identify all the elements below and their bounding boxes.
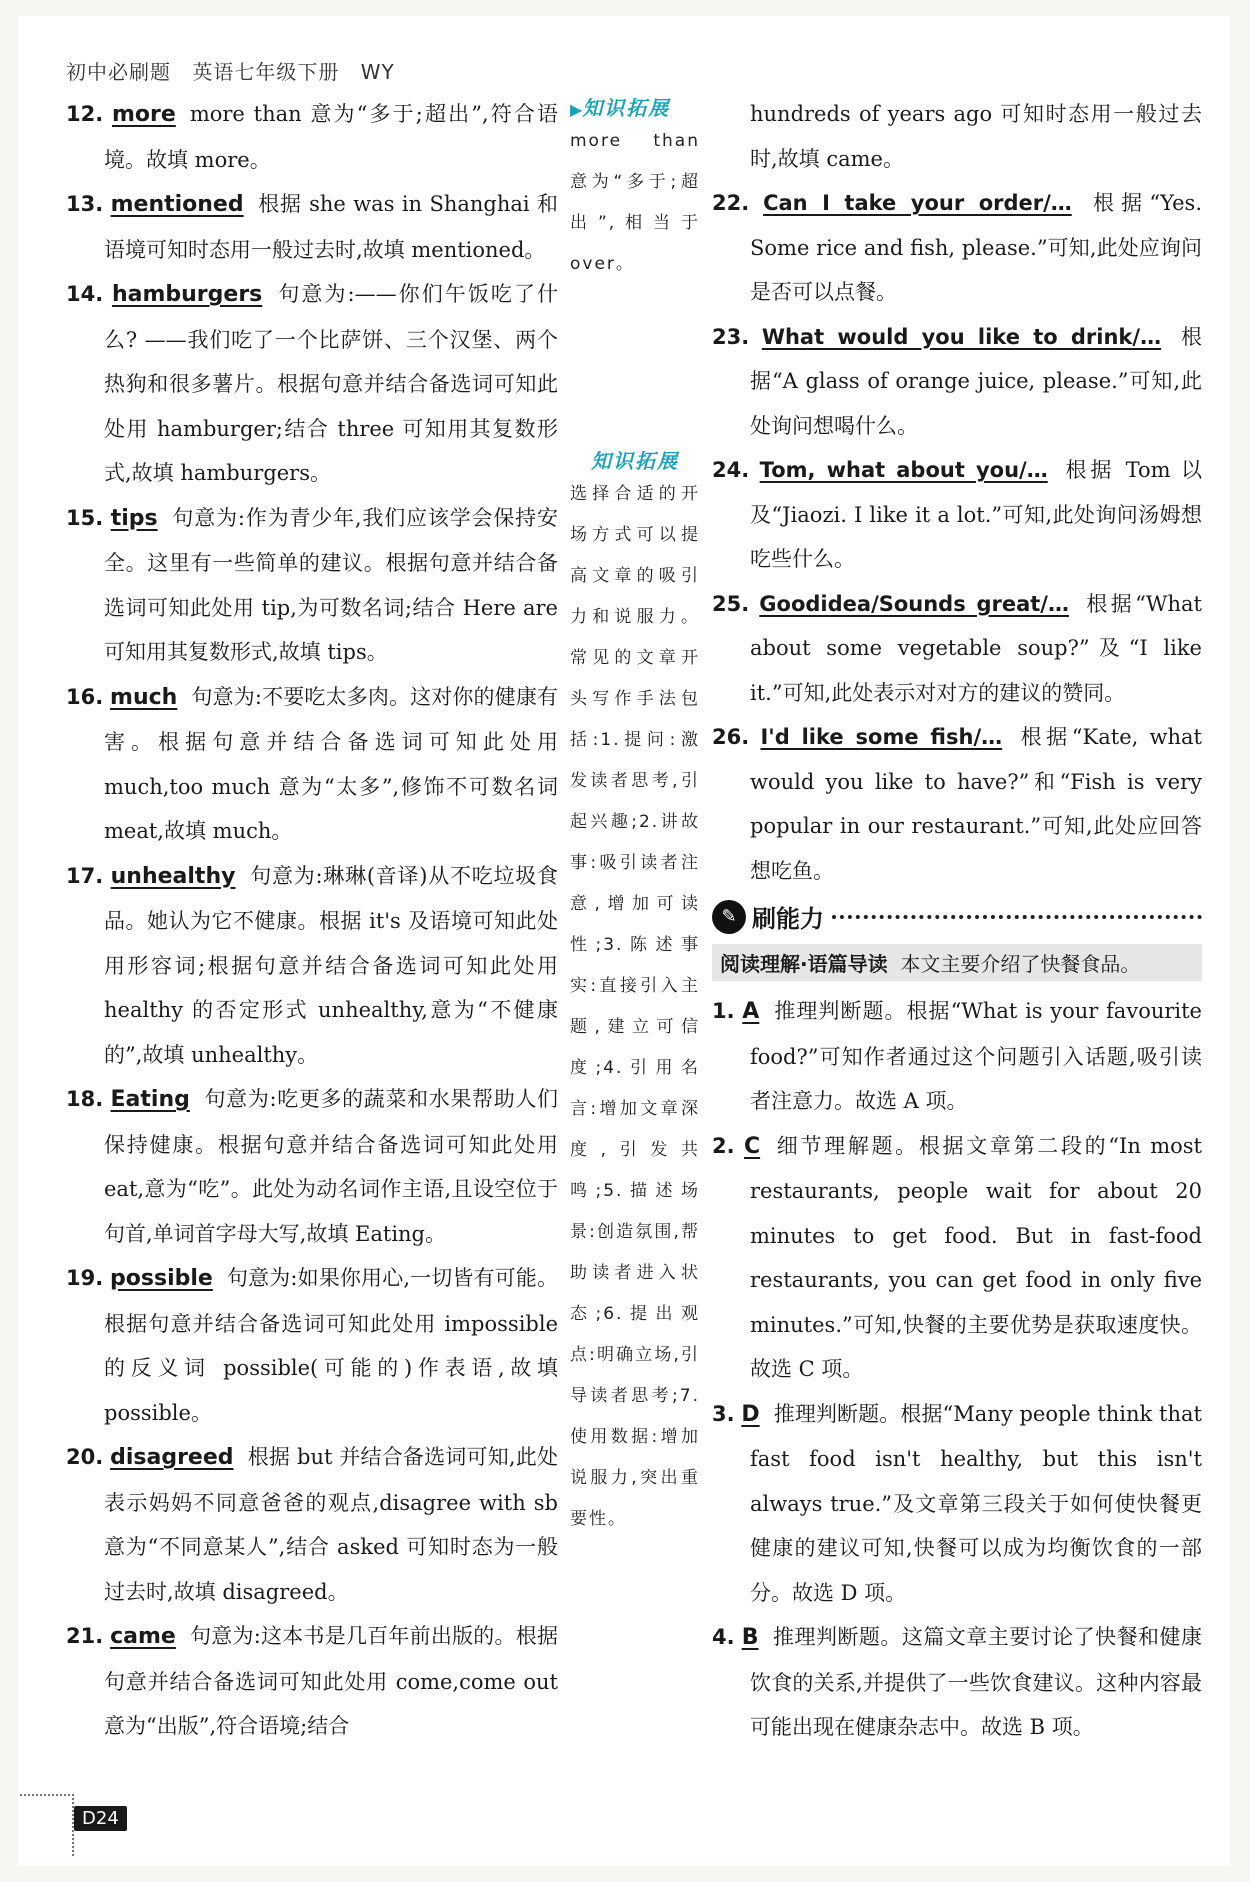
header-book: 英语七年级下册 — [192, 60, 340, 84]
answer-key: Eating — [110, 1087, 190, 1112]
reading-item-1: 1. A 推理判断题。根据“What is your favourite food?”可知作者通过这个问题引入话题,吸引读者注意力。故选 A 项。 — [712, 999, 1202, 1113]
left-column — [66, 92, 558, 1749]
answer-key: Can I take your order/… — [763, 191, 1072, 215]
side-notes-column — [570, 92, 700, 1540]
explanation: 句意为:吃更多的蔬菜和水果帮助人们保持健康。根据句意并结合备选词可知此处用 eat,意为“吃”。此处为动名词作主语,且设空位于句首,单词首字母大写,故填 Eating。 — [104, 1087, 558, 1246]
answer-key: much — [110, 684, 178, 710]
explanation: 根据“A glass of orange juice, please.”可知,此处询问想喝什么。 — [750, 324, 1203, 438]
explanation: 句意为:如果你用心,一切皆有可能。根据句意并结合备选词可知此处用 impossible 的反义词 possible(可能的)作表语,故填 possible。 — [104, 1266, 558, 1425]
explanation: more than 意为“多于;超出”,符合语境。故填 more。 — [104, 102, 558, 172]
explanation: 句意为:作为青少年,我们应该学会保持安全。这里有一些简单的建议。根据句意并结合备选词可知此处用 tip,为可数名词;结合 Here are 可知用其复数形式,故填 tips。 — [104, 505, 558, 664]
explanation: 句意为:——你们午饭吃了什么? ——我们吃了一个比萨饼、三个汉堡、两个热狗和很多薯片。根据句意并结合备选词可知此处用 hamburger;结合 three 可知用其复数形式,故填 hamburgers。 — [104, 282, 558, 485]
answer-key: I'd like some fish/… — [760, 725, 1003, 749]
section-badge: ✎ 刷能力 — [712, 899, 824, 934]
reading-item-4: 4. B 推理判断题。这篇文章主要讨论了快餐和健康饮食的关系,并提供了一些饮食建议。这种内容最可能出现在健康杂志中。故选 B 项。 — [712, 1625, 1202, 1739]
answer-key: disagreed — [110, 1445, 234, 1470]
brush-icon: ✎ — [712, 900, 746, 934]
answer-item-17: 17. unhealthy 句意为:琳琳(音译)从不吃垃圾食品。她认为它不健康。根据 it's 及语境可知此处用形容词;根据句意并结合备选词可知此处用 healthy 的否定形式 unhealthy,意为“不健康的”,故填 unhealthy。 — [66, 863, 558, 1067]
answer-item-21: 21. came 句意为:这本书是几百年前出版的。根据句意并结合备选词可知此处用 come,come out 意为“出版”,符合语境;结合 — [66, 1624, 558, 1738]
section-heading — [712, 899, 1202, 934]
side-note-title: 知识拓展 — [582, 96, 671, 120]
answer-item-22: 22. Can I take your order/… 根据“Yes. Some rice and fish, please.”可知,此处应询问是否可以点餐。 — [712, 191, 1202, 304]
side-note-title: 知识拓展 — [591, 449, 679, 473]
side-note-1 — [570, 92, 700, 285]
arrow-icon: ▶ — [570, 100, 583, 119]
explanation: 根据“Kate, what would you like to have?”和“Fish is very popular in our restaurant.”可知,此处应回答想吃鱼。 — [750, 725, 1202, 883]
explanation: 句意为:这本书是几百年前出版的。根据句意并结合备选词可知此处用 come,come out 意为“出版”,符合语境;结合 — [104, 1624, 558, 1738]
answer-key: more — [112, 102, 176, 127]
answer-key: Goodidea/Sounds great/… — [759, 591, 1069, 616]
guide-text: 本文主要介绍了快餐食品。 — [900, 952, 1141, 976]
answer-key: C — [743, 1133, 761, 1159]
answer-key: unhealthy — [110, 863, 236, 889]
page-header — [66, 56, 409, 85]
answer-item-15: 15. tips 句意为:作为青少年,我们应该学会保持安全。这里有一些简单的建议。根据句意并结合备选词可知此处用 tip,为可数名词;结合 Here are 可知用其复数形式,故填 tips。 — [66, 505, 558, 664]
answer-key: B — [741, 1625, 759, 1650]
explanation: 根据“What about some vegetable soup?”及“I like it.”可知,此处表示对对方的建议的赞同。 — [750, 591, 1202, 705]
answer-key: came — [110, 1624, 176, 1649]
answer-item-26: 26. I'd like some fish/… 根据“Kate, what would you like to have?”和“Fish is very popular in our restaurant.”可知,此处应回答想吃鱼。 — [712, 725, 1202, 883]
explanation: 推理判断题。这篇文章主要讨论了快餐和健康饮食的关系,并提供了一些饮食建议。这种内容最可能出现在健康杂志中。故选 B 项。 — [750, 1625, 1202, 1739]
explanation: 根据 she was in Shanghai 和语境可知时态用一般过去时,故填 mentioned。 — [104, 192, 558, 262]
answer-item-19: 19. possible 句意为:如果你用心,一切皆有可能。根据句意并结合备选词可知此处用 impossible 的反义词 possible(可能的)作表语,故填 possible。 — [66, 1266, 558, 1425]
answer-item-18: 18. Eating 句意为:吃更多的蔬菜和水果帮助人们保持健康。根据句意并结合备选词可知此处用 eat,意为“吃”。此处为动名词作主语,且设空位于句首,单词首字母大写,故填 Eating。 — [66, 1087, 558, 1246]
answer-item-14: 14. hamburgers 句意为:——你们午饭吃了什么? ——我们吃了一个比萨饼、三个汉堡、两个热狗和很多薯片。根据句意并结合备选词可知此处用 hamburger;结合 three 可知用其复数形式,故填 hamburgers。 — [66, 282, 558, 485]
answer-item-25: 25. Goodidea/Sounds great/… 根据“What about some vegetable soup?”及“I like it.”可知,此处表示对对方的建议的赞同。 — [712, 591, 1202, 705]
answer-key: tips — [110, 505, 158, 531]
side-note-2 — [570, 445, 700, 1540]
answer-item-20: 20. disagreed 根据 but 并结合备选词可知,此处表示妈妈不同意爸爸的观点,disagree with sb 意为“不同意某人”,结合 asked 可知时态为一般过去时,故填 disagreed。 — [66, 1445, 558, 1604]
answer-item-24: 24. Tom, what about you/… 根据 Tom 以及“Jiaozi. I like it a lot.”可知,此处询问汤姆想吃些什么。 — [712, 458, 1202, 571]
answer-key: mentioned — [110, 192, 244, 217]
dotted-divider — [832, 915, 1202, 919]
answer-item-12: 12. more more than 意为“多于;超出”,符合语境。故填 more。 — [66, 102, 558, 172]
answer-key: D — [741, 1401, 760, 1427]
answer-key: hamburgers — [111, 282, 263, 307]
explanation: 根据“Yes. Some rice and fish, please.”可知,此处应询问是否可以点餐。 — [750, 191, 1202, 304]
answer-key: What would you like to drink/… — [761, 324, 1162, 349]
explanation: 根据 Tom 以及“Jiaozi. I like it a lot.”可知,此处询问汤姆想吃些什么。 — [750, 458, 1202, 571]
answer-key: A — [742, 999, 760, 1024]
explanation: 推理判断题。根据“Many people think that fast food isn't healthy, but this isn't always true.”及文章第三段关于如何使快餐更健康的建议可知,快餐可以成为均衡饮食的一部分。故选 D 项。 — [750, 1401, 1202, 1605]
reading-guide-bar — [712, 944, 1202, 981]
side-note-text: 选择合适的开场方式可以提高文章的吸引力和说服力。常见的文章开头写作手法包括:1.提问:激发读者思考,引起兴趣;2.讲故事:吸引读者注意,增加可读性;3.陈述事实:直接引入主题,建立可信度;4.引用名言:增加文章深度,引发共鸣;5.描述场景:创造氛围,帮助读者进入状态;6.提出观点:明确立场,引导读者思考;7.使用数据:增加说服力,突出重要性。 — [570, 484, 700, 1529]
header-series: 初中必刷题 — [66, 60, 171, 84]
answer-item-16: 16. much 句意为:不要吃太多肉。这对你的健康有害。根据句意并结合备选词可知此处用 much,too much 意为“太多”,修饰不可数名词 meat,故填 much。 — [66, 684, 558, 843]
explanation: 推理判断题。根据“What is your favourite food?”可知作者通过这个问题引入话题,吸引读者注意力。故选 A 项。 — [750, 999, 1202, 1113]
reading-item-2: 2. C 细节理解题。根据文章第二段的“In most restaurants, people wait for about 20 minutes to get food. But in fast-food restaurants, you can get food in only five minutes.”可知,快餐的主要优势是获取速度快。故选 C 项。 — [712, 1133, 1202, 1381]
header-edition: WY — [360, 60, 395, 84]
answer-key: Tom, what about you/… — [759, 458, 1048, 482]
answer-key: possible — [110, 1266, 213, 1291]
footer-dotted-corner — [20, 1794, 74, 1856]
explanation: 根据 but 并结合备选词可知,此处表示妈妈不同意爸爸的观点,disagree with sb 意为“不同意某人”,结合 asked 可知时态为一般过去时,故填 disagreed。 — [104, 1445, 558, 1604]
answer-item-23: 23. What would you like to drink/… 根据“A glass of orange juice, please.”可知,此处询问想喝什么。 — [712, 324, 1203, 438]
page-number: D24 — [74, 1806, 127, 1831]
answer-item-13: 13. mentioned 根据 she was in Shanghai 和语境可知时态用一般过去时,故填 mentioned。 — [66, 192, 558, 262]
explanation: 句意为:琳琳(音译)从不吃垃圾食品。她认为它不健康。根据 it's 及语境可知此处用形容词;根据句意并结合备选词可知此处用 healthy 的否定形式 unhealthy,意为“不健康的”,故填 unhealthy。 — [104, 863, 558, 1067]
continued-text: hundreds of years ago 可知时态用一般过去时,故填 came。 — [750, 102, 1202, 171]
explanation: 句意为:不要吃太多肉。这对你的健康有害。根据句意并结合备选词可知此处用 much,too much 意为“太多”,修饰不可数名词 meat,故填 much。 — [104, 684, 558, 843]
right-column — [712, 92, 1202, 1750]
reading-item-3: 3. D 推理判断题。根据“Many people think that fast food isn't healthy, but this isn't always true.”及文章第三段关于如何使快餐更健康的建议可知,快餐可以成为均衡饮食的一部分。故选 D 项。 — [712, 1401, 1202, 1605]
guide-label: 阅读理解·语篇导读 — [720, 952, 888, 976]
side-note-text: more than 意为“多于;超出”,相当于 over。 — [570, 131, 700, 274]
explanation: 细节理解题。根据文章第二段的“In most restaurants, people wait for about 20 minutes to get food. But in fast-food restaurants, you can get food in only five minutes.”可知,快餐的主要优势是获取速度快。故选 C 项。 — [750, 1133, 1202, 1381]
